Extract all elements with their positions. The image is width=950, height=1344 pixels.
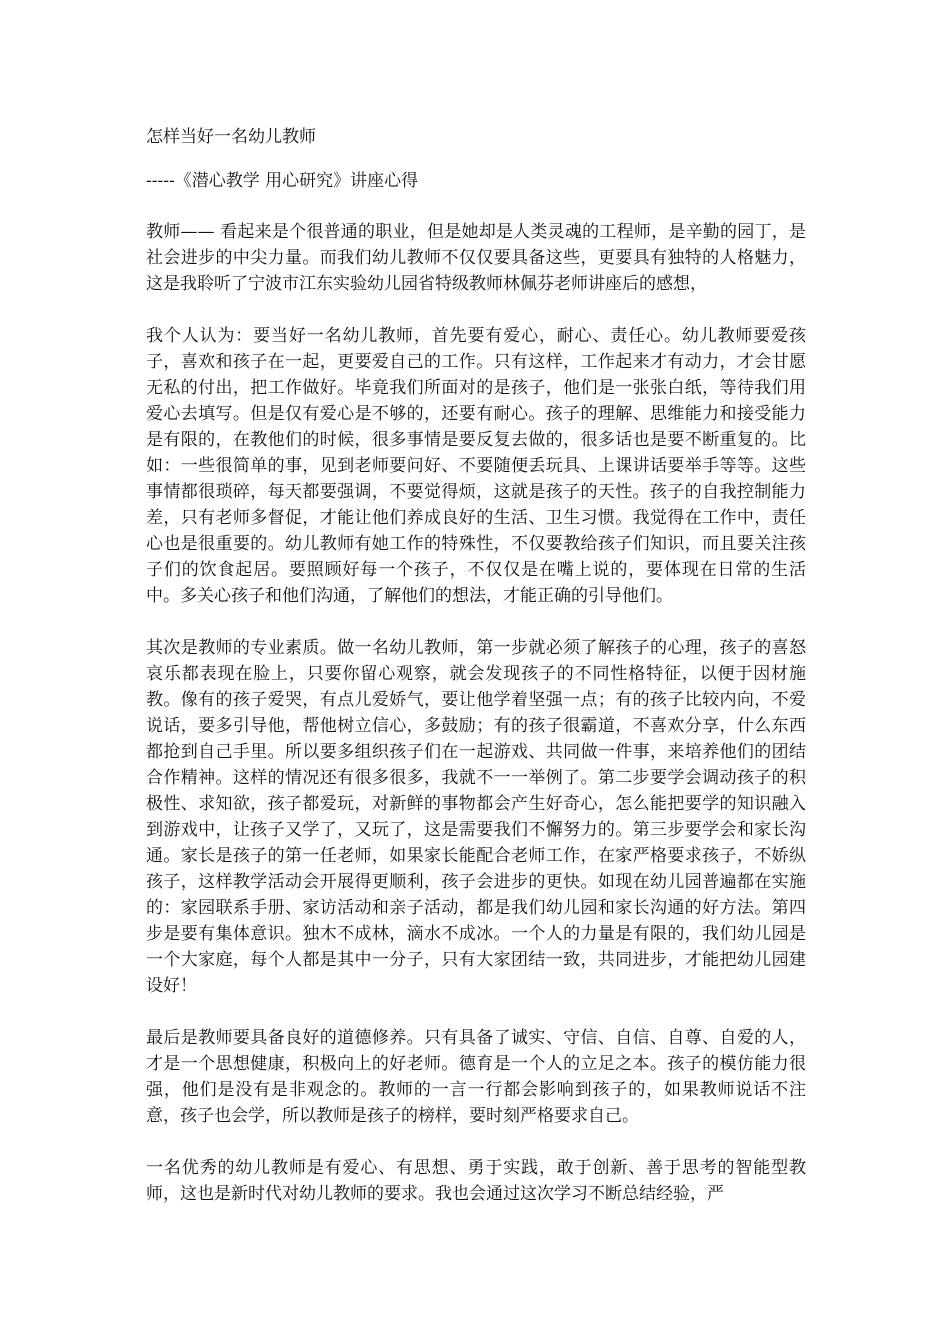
paragraph-intro: 教师—— 看起来是个很普通的职业，但是她却是人类灵魂的工程师，是辛勤的园丁，是社会进步的中尖力量。而我们幼儿教师不仅仅要具备这些，更要具有独特的人格魅力，这是我聆听了宁波市江东实验幼儿园省特级教师林佩芬老师讲座后的感想， (146, 222, 806, 294)
paragraph-conclusion: 一名优秀的幼儿教师是有爱心、有思想、勇于实践，敢于创新、善于思考的智能型教师，这也是新时代对幼儿教师的要求。我也会通过这次学习不断总结经验，严 (146, 1158, 806, 1204)
paragraph-moral-cultivation: 最后是教师要具备良好的道德修养。只有具备了诚实、守信、自信、自尊、自爱的人，才是一个思想健康，积极向上的好老师。德育是一个人的立足之本。孩子的模仿能力很强，他们是没有是非观念的。教师的一言一行都会影响到孩子的，如果教师说话不注意，孩子也会学，所以教师是孩子的榜样，要时刻严格要求自己。 (146, 1028, 806, 1126)
document-title: 怎样当好一名幼儿教师 (146, 127, 316, 147)
paragraph-love-patience-responsibility: 我个人认为：要当好一名幼儿教师，首先要有爱心，耐心、责任心。幼儿教师要爱孩子，喜欢和孩子在一起，更要爱自己的工作。只有这样，工作起来才有动力，才会甘愿无私的付出，把工作做好。毕竟我们所面对的是孩子，他们是一张张白纸，等待我们用爱心去填写。但是仅有爱心是不够的，还要有耐心。孩子的理解、思维能力和接受能力是有限的，在教他们的时候，很多事情是要反复去做的，很多话也是要不断重复的。比如：一些很简单的事，见到老师要问好、不要随便丢玩具、上课讲话要举手等等。这些事情都很琐碎，每天都要强调，不要觉得烦，这就是孩子的天性。孩子的自我控制能力差，只有老师多督促，才能让他们养成良好的生活、卫生习惯。我觉得在工作中，责任心也是很重要的。幼儿教师有她工作的特殊性，不仅要教给孩子们知识，而且要关注孩子们的饮食起居。要照顾好每一个孩子，不仅仅是在嘴上说的，要体现在日常的生活中。多关心孩子和他们沟通，了解他们的想法，才能正确的引导他们。 (146, 326, 806, 606)
document-subtitle: -----《潜心教学 用心研究》讲座心得 (146, 171, 419, 191)
paragraph-professional-quality: 其次是教师的专业素质。做一名幼儿教师，第一步就必须了解孩子的心理，孩子的喜怒哀乐都表现在脸上，只要你留心观察，就会发现孩子的不同性格特征，以便于因材施教。像有的孩子爱哭，有点儿爱娇气，要让他学着坚强一点；有的孩子比较内向，不爱说话，要多引导他，帮他树立信心，多鼓励；有的孩子很霸道，不喜欢分享，什么东西都抢到自己手里。所以要多组织孩子们在一起游戏、共同做一件事，来培养他们的团结合作精神。这样的情况还有很多很多，我就不一一举例了。第二步要学会调动孩子的积极性、求知欲，孩子都爱玩，对新鲜的事物都会产生好奇心，怎么能把要学的知识融入到游戏中，让孩子又学了，又玩了，这是需要我们不懈努力的。第三步要学会和家长沟通。家长是孩子的第一任老师，如果家长能配合老师工作，在家严格要求孩子，不娇纵孩子，这样教学活动会开展得更顺利，孩子会进步的更快。如现在幼儿园普遍都在实施的：家园联系手册、家访活动和亲子活动，都是我们幼儿园和家长沟通的好方法。第四步是要有集体意识。独木不成林，滴水不成冰。一个人的力量是有限的，我们幼儿园是一个大家庭，每个人都是其中一分子，只有大家团结一致，共同进步，才能把幼儿园建设好！ (146, 638, 806, 996)
document-page (146, 124, 806, 1233)
